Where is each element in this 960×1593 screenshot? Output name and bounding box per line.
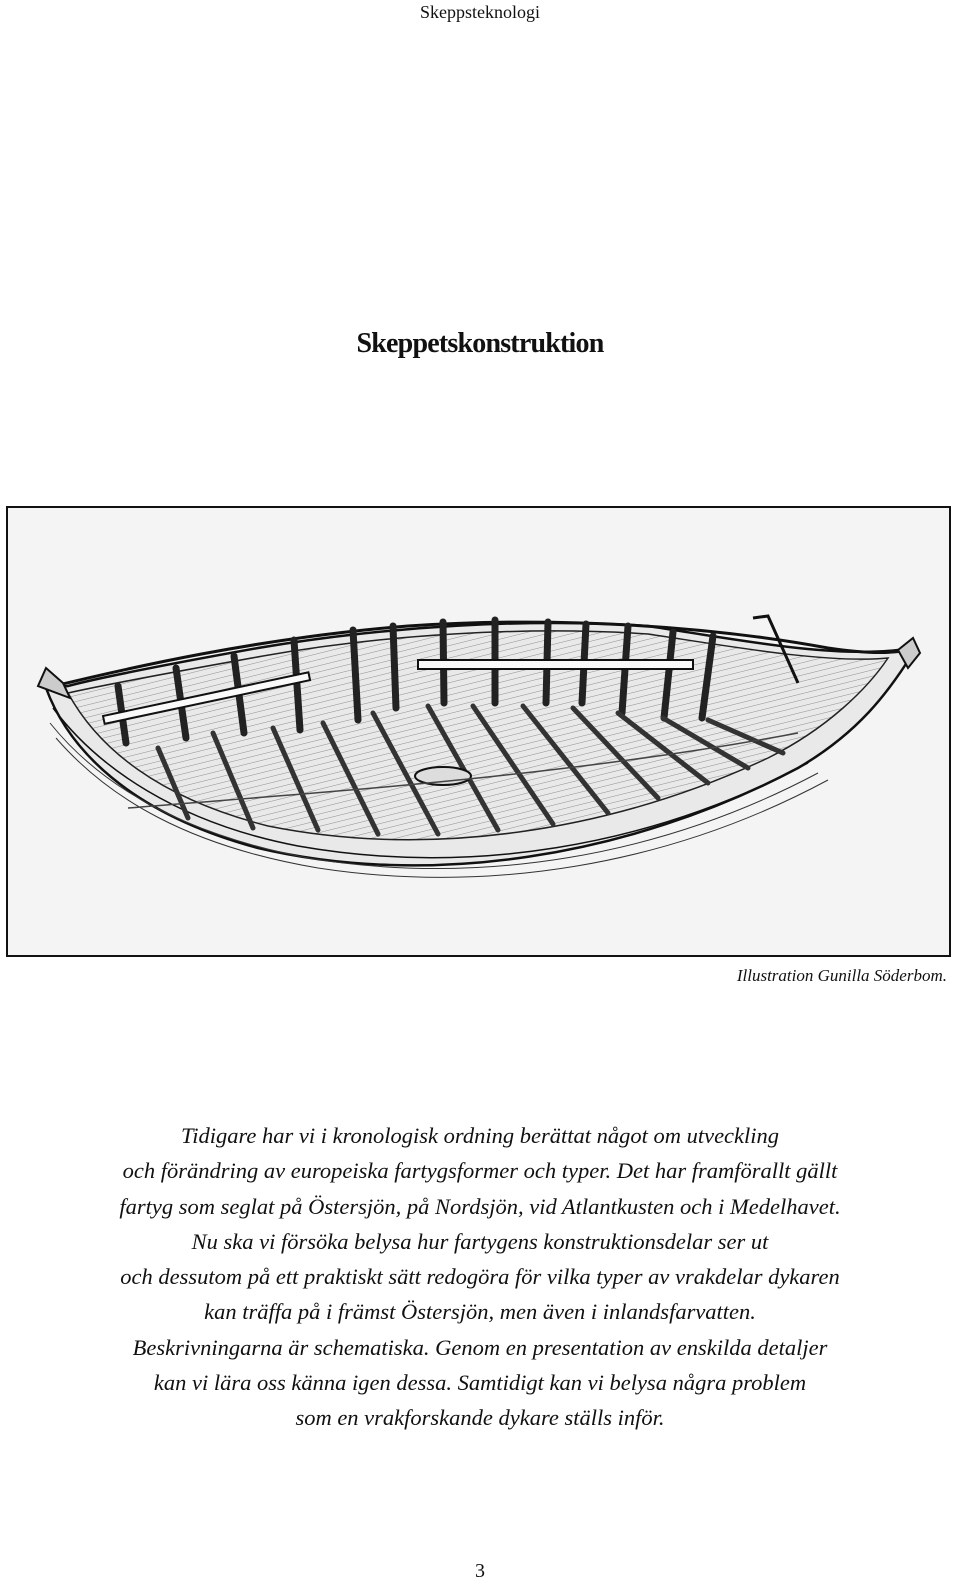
body-line: och dessutom på ett praktiskt sätt redogöra för vilka typer av vrakdelar dykaren — [120, 1264, 840, 1290]
body-line: Nu ska vi försöka belysa hur fartygens konstruktionsdelar ser ut — [191, 1228, 769, 1254]
page-title: Skeppetskonstruktion — [356, 328, 604, 359]
figure-caption: Illustration Gunilla Söderbom. — [736, 966, 947, 985]
body-line: fartyg som seglat på Östersjön, på Nordsjön, vid Atlantkusten och i Medelhavet. — [119, 1193, 841, 1219]
body-line: Beskrivningarna är schematiska. Genom en presentation av enskilda detaljer — [132, 1334, 828, 1360]
page-number: 3 — [475, 1560, 485, 1582]
boat-illustration — [6, 506, 951, 957]
body-line: och förändring av europeiska fartygsformer och typer. Det har framförallt gällt — [122, 1158, 838, 1184]
body-line: kan vi lära oss känna igen dessa. Samtidigt kan vi belysa några problem — [153, 1370, 807, 1396]
running-header: Skeppsteknologi — [420, 2, 540, 22]
body-line: som en vrakforskande dykare ställs inför. — [295, 1405, 665, 1431]
body-line: Tidigare har vi i kronologisk ordning berättat något om utveckling — [180, 1123, 780, 1148]
body-line: kan träffa på i främst Östersjön, men även i inlandsfarvatten. — [204, 1299, 756, 1325]
body-paragraph — [0, 1118, 960, 1436]
